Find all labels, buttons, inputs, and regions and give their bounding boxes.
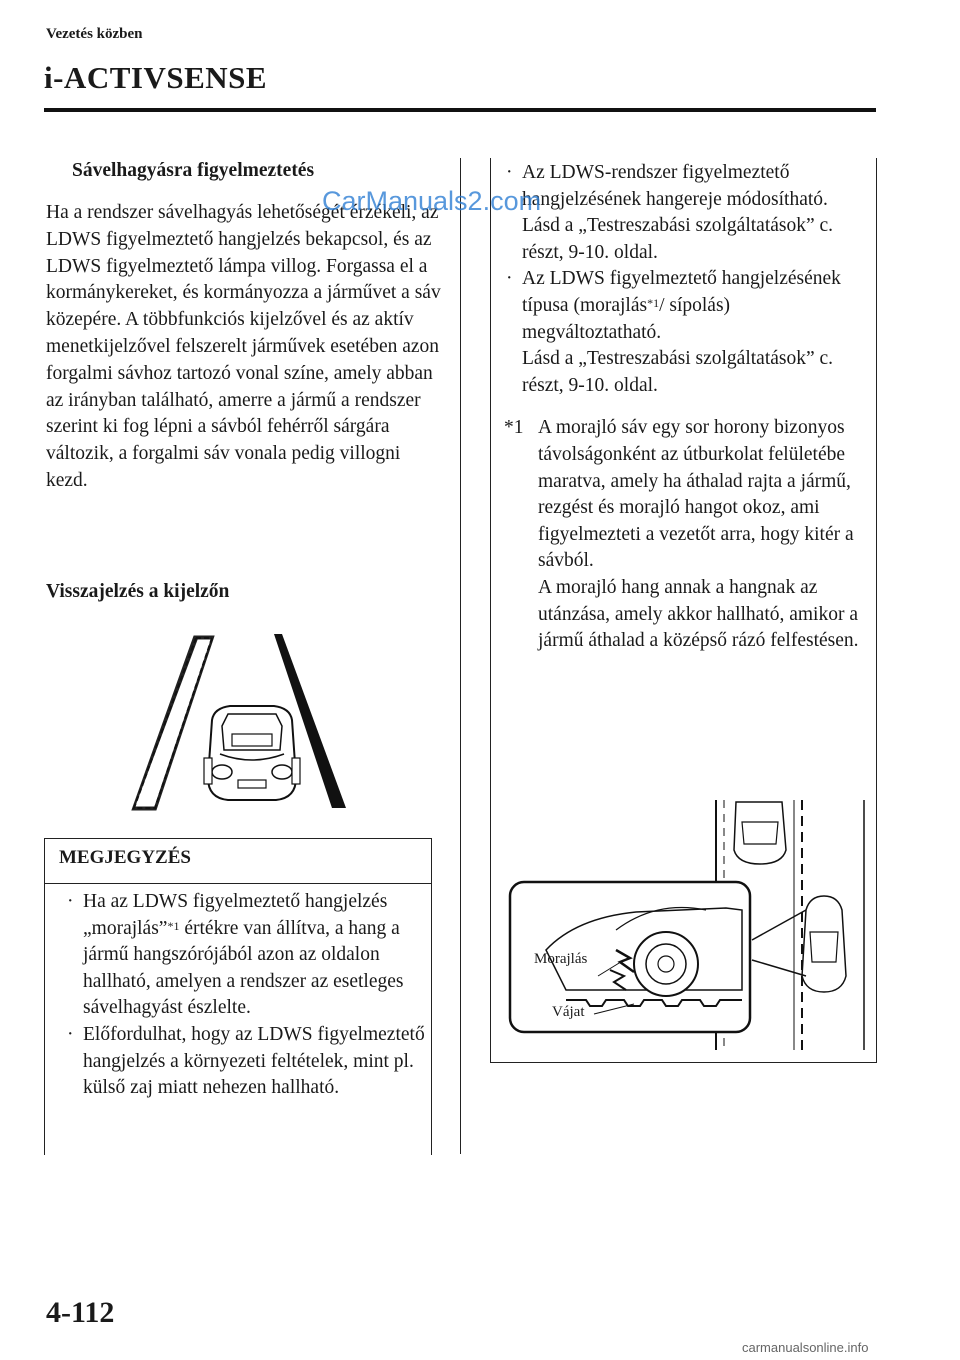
footnote-text-2: A morajló hang annak a hangnak az utánzása, amely akkor hallható, amikor a jármű áthalad a középső rázó felfestésen. bbox=[538, 576, 859, 652]
watermark: CarManuals2.com bbox=[322, 186, 542, 216]
footer-watermark: carmanualsonline.info bbox=[742, 1340, 869, 1355]
display-car-illustration bbox=[124, 630, 354, 820]
right-bullet-1 bbox=[504, 160, 864, 266]
note-bullet-1-text-a: Ha az LDWS figyelmeztető hangjelzés „morajlás” bbox=[83, 891, 388, 939]
right-column-text bbox=[504, 160, 864, 655]
note-body bbox=[65, 889, 427, 1102]
note-bullet-2 bbox=[65, 1022, 427, 1102]
footnote-mark: *1 bbox=[504, 417, 524, 439]
right-bullet-2-text-a: Az LDWS figyelmeztető hangjelzésének típusa (morajlás bbox=[522, 268, 841, 316]
right-bullet-2-text-b: / sípolás) megváltoztatható. bbox=[522, 294, 731, 343]
section-label: Vezetés közben bbox=[46, 26, 143, 42]
right-bullet-1-text: Az LDWS-rendszer figyelmeztető hangjelzésének hangereje módosítható. bbox=[522, 162, 828, 210]
subheading-lane-departure: Sávelhagyásra figyelmeztetés bbox=[72, 160, 315, 181]
bullet-dot: · bbox=[67, 1023, 74, 1045]
footnote-ref: *1 bbox=[647, 295, 660, 310]
footnote bbox=[504, 415, 864, 654]
note-bullet-1 bbox=[65, 889, 427, 1022]
label-rumble: Morajlás bbox=[534, 951, 588, 967]
car-top-view-icon bbox=[802, 896, 846, 992]
note-heading: MEGJEGYZÉS bbox=[59, 847, 191, 868]
lane-departure-paragraph: Ha a rendszer sávelhagyás lehetőségét érzékeli, az LDWS figyelmeztető hangjelzés bekapcsol, és az LDWS figyelmeztető lámpa villog. Forgassa el a kormánykereket, és kormányozza a járművet a sáv közepére. A többfunkciós kijelzővel és az aktív menetkijelzővel felszerelt járművek esetében azon forgalmi sávhoz tartozó vonal színe, amely abban az irányban található, amerre a jármű a rendszer szerint ki fog lépni a sávból fehérről sárgára változik, a forgalmi sáv vonala pedig villogni kezd. bbox=[46, 202, 441, 491]
car-top-view-icon bbox=[734, 802, 786, 864]
page-number: 4-112 bbox=[46, 1296, 115, 1329]
bullet-dot: · bbox=[506, 162, 513, 183]
bullet-dot: · bbox=[67, 891, 74, 912]
label-groove: Vájat bbox=[552, 1004, 585, 1020]
bullet-dot: · bbox=[506, 268, 513, 290]
footnote-ref: *1 bbox=[167, 918, 180, 933]
subheading-display: Visszajelzés a kijelzőn bbox=[46, 581, 230, 602]
note-rule bbox=[45, 883, 431, 884]
note-bullet-1-text-b: értékre van állítva, a hang a jármű hangszórójából azon az oldalon hallható, amelyen a rendszer az esetleges sávelhagyást észlelte. bbox=[83, 917, 404, 1019]
left-lane-inner bbox=[136, 640, 210, 806]
title-rule bbox=[44, 108, 876, 112]
car-rear-icon bbox=[204, 706, 300, 800]
right-bullet-2-ref: Lásd a „Testreszabási szolgáltatások” c. részt, 9-10. oldal. bbox=[522, 348, 834, 396]
right-bullet-1-ref: Lásd a „Testreszabási szolgáltatások” c. részt, 9-10. oldal. bbox=[522, 215, 834, 263]
note-box bbox=[44, 838, 432, 1155]
note-bullet-2-text: Előfordulhat, hogy az LDWS figyelmeztető hangjelzés a környezeti feltételek, mint pl. külső zaj miatt nehezen hallható. bbox=[83, 1023, 425, 1099]
footnote-text: A morajló sáv egy sor horony bizonyos távolságonként az útburkolat felületébe maratva, amely ha áthalad rajta a jármű, rezgést és morajló hangot okoz, ami figyelmezteti a vezetőt arra, hogy kitér a sávból. bbox=[538, 417, 854, 572]
page-title: i-ACTIVSENSE bbox=[44, 60, 268, 95]
column-divider bbox=[460, 158, 461, 1154]
right-bullet-2 bbox=[504, 266, 864, 399]
